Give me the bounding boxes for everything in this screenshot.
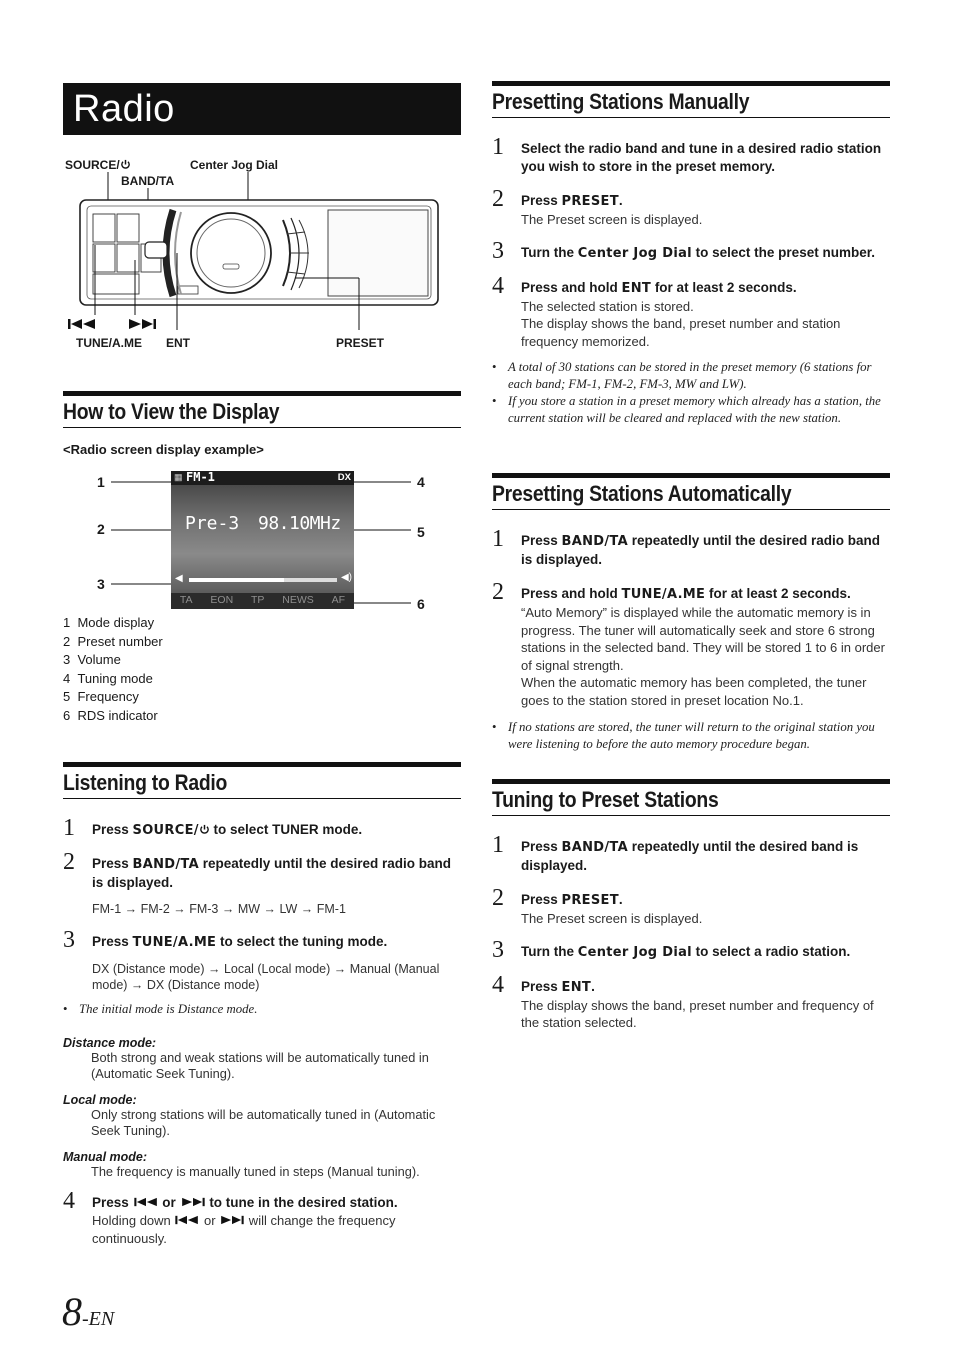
head-unit-diagram xyxy=(63,150,461,355)
view-display-section xyxy=(63,391,461,725)
mode-definitions xyxy=(63,1036,461,1181)
source-label: SOURCE/ xyxy=(65,158,131,172)
legend-item: 1 Mode display xyxy=(63,615,155,630)
tuning-step-1: 1 Press BAND/TA repeatedly until the desired band is displayed. xyxy=(492,832,859,873)
rds-eon: EON xyxy=(210,594,234,606)
manual-mode-title: Manual mode: xyxy=(63,1149,148,1164)
listening-section xyxy=(63,762,461,1247)
manual-step-3: 3 Turn the Center Jog Dial to select the preset number. xyxy=(492,237,875,264)
grid-icon: ▦ xyxy=(174,472,183,482)
legend-item: 5 Frequency xyxy=(63,689,139,704)
view-display-heading: How to View the Display xyxy=(63,391,461,428)
center-jog-label: Center Jog Dial xyxy=(190,158,279,172)
local-mode-title: Local mode: xyxy=(63,1092,137,1107)
auto-preset-section xyxy=(492,473,890,753)
rds-ta: TA xyxy=(179,594,193,606)
volume-low-icon: ◀ xyxy=(175,573,183,584)
legend-item: 3 Volume xyxy=(63,652,121,667)
power-icon xyxy=(199,824,210,835)
head-unit-drawing xyxy=(63,150,461,355)
legend-item: 2 Preset number xyxy=(63,633,163,649)
rds-tp: TP xyxy=(251,594,265,606)
listening-step-3: 3 Press TUNE/A.ME to select the tuning mode. DX (Distance mode) → Local (Local mode) → Manual (Manual mode) → DX (Distance mode) xyxy=(63,933,461,993)
listening-heading: Listening to Radio xyxy=(63,762,461,799)
rds-indicators xyxy=(171,594,354,606)
manual-mode-text: The frequency is manually tuned in steps (Manual tuning). xyxy=(91,1163,420,1179)
rds-af: AF xyxy=(331,594,346,606)
next-track-icon xyxy=(180,1197,206,1207)
note-item: • A total of 30 stations can be stored in the preset memory (6 stations for each band; FM-1, FM-2, FM-3, MW and LW). xyxy=(492,359,890,393)
note-item: • If you store a station in a preset memory which already has a station, the current station will be cleared and replaced with the new station. xyxy=(492,393,890,427)
callout-2: 2 xyxy=(97,521,105,537)
local-mode-text: Only strong stations will be automatically tuned in (Automatic Seek Tuning). xyxy=(91,1106,436,1138)
volume-bar xyxy=(189,578,337,582)
page-number: 8-EN xyxy=(62,1289,115,1334)
band-label: BAND/TA xyxy=(121,174,175,188)
legend-item: 6 RDS indicator xyxy=(63,707,158,723)
next-track-icon xyxy=(219,1215,245,1225)
band-display: FM-1 xyxy=(186,471,215,484)
page-title: Radio xyxy=(63,83,461,135)
callout-5: 5 xyxy=(417,524,425,540)
distance-mode-text: Both strong and weak stations will be automatically tuned in (Automatic Seek Tuning). xyxy=(91,1049,429,1081)
manual-step-4: 4 Press and hold ENT for at least 2 seconds. The selected station is stored. The display shows the band, preset number and station frequency memorized. xyxy=(492,272,841,349)
band-sequence: FM-1 → FM-2 → FM-3 → MW → LW → FM-1 xyxy=(92,902,346,916)
legend-item: 4 Tuning mode xyxy=(63,670,153,686)
auto-preset-heading: Presetting Stations Automatically xyxy=(492,473,890,510)
tune-ame-label: TUNE/A.ME xyxy=(76,336,142,350)
distance-mode-title: Distance mode: xyxy=(63,1035,157,1050)
listening-step-4: 4 Press or to tune in the desired station. Holding down or will change the frequency continuously. xyxy=(63,1188,398,1246)
auto-step-2: 2 Press and hold TUNE/A.ME for at least 2 seconds. “Auto Memory” is displayed while the automatic memory is in progress. The tuner will automatically seek and store 6 strong stations in the selected band. They will be stored 1 to 6 in order of signal strength. When the automatic memory has been completed, the tuner goes to the station stored in preset location No.1. xyxy=(492,579,885,708)
tuning-step-3: 3 Turn the Center Jog Dial to select a radio station. xyxy=(492,936,851,963)
callout-4: 4 xyxy=(417,474,425,490)
preset-label: PRESET xyxy=(336,336,385,350)
manual-preset-section xyxy=(492,81,890,427)
radio-screen xyxy=(171,471,354,609)
preset-display: Pre-3 xyxy=(185,513,240,534)
initial-mode-note: • The initial mode is Distance mode. xyxy=(63,1001,461,1018)
tuning-preset-section xyxy=(492,779,890,1032)
manual-step-2: 2 Press PRESET. The Preset screen is displayed. xyxy=(492,186,703,227)
mode-sequence: DX (Distance mode) → Local (Local mode) → Manual (Manual mode) → DX (Distance mode) xyxy=(92,961,440,992)
tuning-step-4: 4 Press ENT. The display shows the band, preset number and frequency of the station selected. xyxy=(492,971,874,1030)
tuning-mode-display: DX xyxy=(337,472,351,483)
tuning-step-2: 2 Press PRESET. The Preset screen is displayed. xyxy=(492,885,703,926)
ent-label: ENT xyxy=(166,336,190,350)
volume-high-icon: ◀) xyxy=(340,572,352,583)
callout-1: 1 xyxy=(97,474,105,490)
previous-track-icon xyxy=(67,318,97,330)
previous-track-icon xyxy=(174,1215,200,1225)
listening-step-1: 1 Press SOURCE/ to select TUNER mode. xyxy=(63,815,363,841)
tuning-preset-heading: Tuning to Preset Stations xyxy=(492,779,890,816)
listening-step-2: 2 Press BAND/TA repeatedly until the desired radio band is displayed. FM-1 → FM-2 → FM-3 → MW → LW → FM-1 xyxy=(63,855,461,919)
frequency-display: 98.10MHz xyxy=(258,513,341,534)
auto-notes xyxy=(492,719,890,753)
display-legend xyxy=(63,614,461,725)
screen-example-label: <Radio screen display example> xyxy=(63,442,264,457)
manual-notes xyxy=(492,359,890,427)
callout-3: 3 xyxy=(97,576,105,592)
rds-news: NEWS xyxy=(282,594,314,606)
auto-step-1: 1 Press BAND/TA repeatedly until the desired radio band is displayed. xyxy=(492,526,881,567)
callout-6: 6 xyxy=(417,596,425,612)
manual-preset-heading: Presetting Stations Manually xyxy=(492,81,890,118)
manual-step-1: 1 Select the radio band and tune in a desired radio station you wish to store in the preset memory. xyxy=(492,134,882,174)
previous-track-icon xyxy=(133,1197,159,1207)
note-item: • If no stations are stored, the tuner will return to the original station you were listening to before the auto memory procedure began. xyxy=(492,719,890,753)
next-track-icon xyxy=(127,318,157,330)
radio-screen-diagram xyxy=(63,468,461,612)
